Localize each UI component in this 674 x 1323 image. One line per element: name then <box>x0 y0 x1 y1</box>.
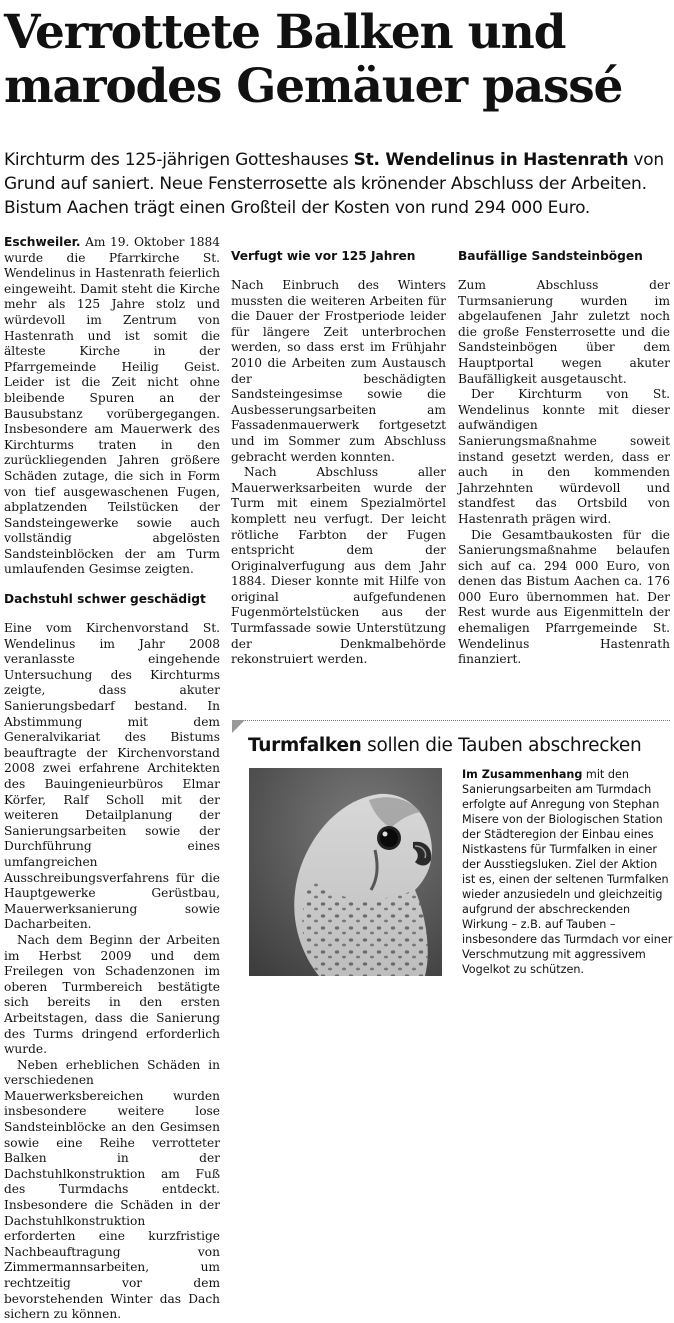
subhead-line-1 <box>4 148 670 172</box>
article-paragraph: Nach Einbruch des Winters mussten die weiteren Arbeiten für die Dauer der Frostperiode leider für längere Zeit unterbrochen werden, so dass erst im Frühjahr 2010 die Arbeiten zum Austausch der beschädigten Sandsteingesimse sowie die Ausbesserungsarbeiten am Fassadenmauerwerk fortgesetzt und im Sommer zum Abschluss gebracht werden konnten. <box>231 278 446 464</box>
subhead-church-name: St. Wendelinus in Hastenrath <box>353 150 629 170</box>
article-column-2 <box>231 235 446 668</box>
subhead-line-2: Grund auf saniert. Neue Fensterrosette als krönender Abschluss der Arbeiten. <box>4 174 647 194</box>
subheadline <box>4 148 670 220</box>
article-paragraph <box>4 235 220 578</box>
subheading-sandsteinboegen: Baufällige Sandsteinbögen <box>458 249 643 263</box>
article-paragraph: Der Kirchturm von St. Wendelinus konnte mit dieser aufwändigen Sanierungsmaßnahme soweit instand gesetzt werden, dass er auch in den kommenden Jahrzehnten würdevoll und standfest das Ortsbild von Hastenrath prägen wird. <box>458 387 670 526</box>
article-paragraph: Nach Abschluss aller Mauerwerksarbeiten wurde der Turm mit einem Spezialmörtel komplett neu verfugt. Der leicht rötliche Farbton der Fugen entspricht dem der Originalverfugung aus dem Jahr 1884. Dieser konnte mit Hilfe von original aufgefundenen Fugenmörtelstücken aus der Turmfassade sowie Unterstützung der Denkmalbehörde rekonstruiert werden. <box>231 465 446 667</box>
subhead-text: Kirchturm des 125-jährigen Gotteshauses <box>4 150 354 170</box>
box-title-bold: Turmfalken <box>248 735 362 756</box>
falcon-image <box>249 768 442 976</box>
triangle-marker-icon <box>232 720 245 733</box>
headline-line-1: Verrottete Balken und <box>4 5 566 60</box>
article-paragraph: Eine vom Kirchenvorstand St. Wendelinus im Jahr 2008 veranlasste eingehende Untersuchung des Kirchturms zeigte, dass akuter Sanierungsbedarf bestand. In Abstimmung mit dem Generalvikariat des Bistums beauftragte der Kirchenvorstand 2008 zwei erfahrene Architekten des Bauingenieurbüros Elmar Körfer, Ralf Scholl mit der weiteren Detailplanung der Sanierungsarbeiten sowie der Durchführung eines umfangreichen Ausschreibungsverfahrens für die Hauptgewerke Gerüstbau, Mauerwerksanierung sowie Dacharbeiten. <box>4 621 220 932</box>
box-divider <box>232 720 670 721</box>
article-column-3 <box>458 235 670 668</box>
falcon-photo <box>249 768 442 976</box>
article-paragraph: Neben erheblichen Schäden in verschiedenen Mauerwerksbereichen wurden insbesondere weitere lose Sandsteinblöcke an den Gesimsen sowie eine Reihe verrotteter Balken in der Dachstuhlkonstruktion am Fuß des Turmdachs entdeckt. Insbesondere die Schäden in der Dachstuhlkonstruktion erforderten eine kurzfristige Nachbeauftragung von Zimmermannsarbeiten, um rechtzeitig vor dem bevorstehenden Winter das Dach sichern zu können. <box>4 1057 220 1322</box>
headline <box>4 6 670 114</box>
headline-line-2: marodes Gemäuer passé <box>4 59 623 114</box>
article-paragraph: Zum Abschluss der Turmsanierung wurden im abgelaufenen Jahr zuletzt noch die große Fensterrosette und die Sandsteinbögen über dem Hauptportal wegen akuter Baufälligkeit ausgetauscht. <box>458 278 670 386</box>
box-title-rest: sollen die Tauben abschrecken <box>361 735 642 756</box>
subheading-dachstuhl: Dachstuhl schwer geschädigt <box>4 592 206 607</box>
subheading-verfugt: Verfugt wie vor 125 Jahren <box>231 249 416 263</box>
paragraph-text: Am 19. Oktober 1884 wurde die Pfarrkirche St. Wendelinus in Hastenrath feierlich eingeweiht. Damit steht die Kirche mehr als 125 Jahre stolz und würdevoll im Zentrum von Hastenrath und ist somit die älteste Kirche in der Pfarrgemeinde Heilig Geist. Leider ist die Zeit nicht ohne bleibende Spuren an der Bausubstanz vorübergegangen. Insbesondere am Mauerwerk des Kirchturms traten in den zurückliegenden Jahren größere Schäden zutage, die sich in Form von tief ausgewaschenen Fugen, abplatzenden Teilstücken der Sandsteingewerke sowie auch vollständig abgelösten Sandsteinblöcken der am Turm umlaufenden Gesimse zeigten. <box>4 235 220 577</box>
falcon-info-box <box>232 720 674 976</box>
article-column-1 <box>4 235 220 1323</box>
article-paragraph: Nach dem Beginn der Arbeiten im Herbst 2009 und dem Freilegen von Schadenzonen im oberen Turmbereich bestätigte sich bereits in den ersten Arbeitstagen, dass die Sanierung des Turms dringend erforderlich wurde. <box>4 932 220 1057</box>
box-text <box>462 767 674 977</box>
subhead-text: von <box>628 150 664 170</box>
subhead-line-3: Bistum Aachen trägt einen Großteil der Kosten von rund 294 000 Euro. <box>4 198 591 218</box>
box-lead: Im Zusammenhang <box>462 768 583 781</box>
dateline: Eschweiler. <box>4 235 81 249</box>
article-paragraph: Die Gesamtbaukosten für die Sanierungsmaßnahme belaufen sich auf ca. 294 000 Euro, von denen das Bistum Aachen ca. 176 000 Euro übernommen hat. Der Rest wurde aus Eigenmitteln der ehemaligen Pfarrgemeinde St. Wendelinus Hastenrath finanziert. <box>458 527 670 667</box>
box-body: mit den Sanierungsarbeiten am Turmdach erfolgte auf Anregung von Stephan Misere von der Biologischen Station der Städteregion der Einbau eines Nistkastens für Turmfalken in einer der Ausstiegsluken. Ziel der Aktion ist es, einen der seltenen Turmfalken wieder anzusiedeln und gleichzeitig aufgrund der abschreckenden Wirkung – z.B. auf Tauben – insbesondere das Turmdach vor einer Verschmutzung mit aggressivem Vogelkot zu schützen. <box>462 768 673 976</box>
box-title <box>248 734 641 758</box>
